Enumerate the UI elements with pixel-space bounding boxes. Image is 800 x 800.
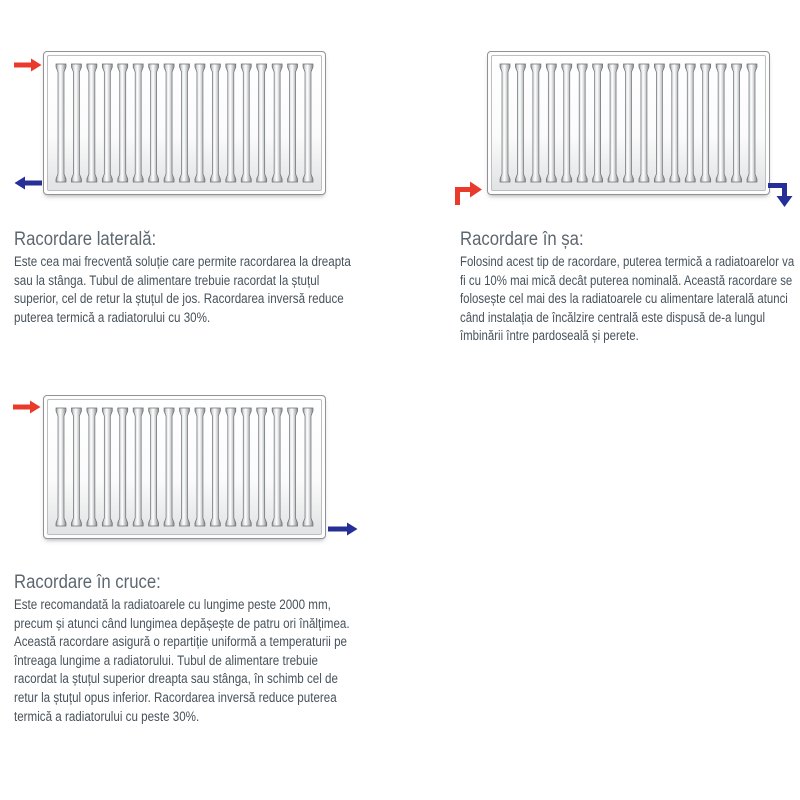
radiator-fin xyxy=(608,64,618,182)
return-arrow-shape xyxy=(15,177,43,190)
radiator-fin xyxy=(118,408,128,526)
radiator-fin xyxy=(149,64,159,182)
radiator xyxy=(43,51,326,195)
supply-arrow-icon xyxy=(13,400,41,414)
radiator-fin xyxy=(624,64,634,182)
return-bent-arrow-icon xyxy=(768,181,796,207)
radiator-fin xyxy=(133,64,143,182)
radiator-fin xyxy=(288,64,298,182)
radiator-fin xyxy=(180,408,190,526)
return-arrow-shape xyxy=(768,183,793,207)
radiator-fin xyxy=(288,408,298,526)
radiator-fin xyxy=(102,408,112,526)
radiator-fin xyxy=(577,64,587,182)
radiator xyxy=(43,395,326,539)
section-body: Este recomandată la radiatoarele cu lungime peste 2000 mm, precum și atunci când lungimea depășește de patru ori înălțimea. Această racordare asigură o repartiție uniformă a temperaturii pe întreaga lungime a radiatorului. Tubul de alimentare trebuie racordat la ștuțul superior dreapta sau stânga, în schimb cel de retur la ștuțul opus inferior. Racordarea inversă reduce puterea termică a radiatorului cu peste 30%. xyxy=(14,597,350,724)
radiator-fin xyxy=(531,64,541,182)
radiator-fin xyxy=(87,408,97,526)
radiator-fin xyxy=(180,64,190,182)
radiator-fin xyxy=(164,408,174,526)
radiator-fin xyxy=(210,64,220,182)
radiator-fin xyxy=(654,64,664,182)
radiator-fin xyxy=(226,64,236,182)
section-title: Racordare în cruce: xyxy=(14,572,161,593)
radiator-fin xyxy=(56,408,66,526)
return-arrow-shape xyxy=(328,523,358,536)
radiator-fin xyxy=(515,64,525,182)
radiator-fin xyxy=(164,64,174,182)
radiator-fin xyxy=(118,64,128,182)
radiator-fin xyxy=(546,64,556,182)
radiator-fin xyxy=(241,64,251,182)
return-arrow-icon xyxy=(14,176,42,190)
radiator-fin xyxy=(56,64,66,182)
supply-arrow-shape xyxy=(13,401,41,414)
supply-arrow-icon xyxy=(14,58,42,72)
radiator-fin xyxy=(257,408,267,526)
section-title: Racordare în șa: xyxy=(460,229,584,250)
radiator-fin xyxy=(71,408,81,526)
radiator-fin xyxy=(226,408,236,526)
radiator-fin xyxy=(670,64,680,182)
radiator-fin xyxy=(685,64,695,182)
radiator-fin xyxy=(562,64,572,182)
return-arrow-icon xyxy=(328,522,358,536)
radiator-fin xyxy=(272,408,282,526)
radiator-fin xyxy=(87,64,97,182)
radiator-fin xyxy=(210,408,220,526)
radiator-fin xyxy=(500,64,510,182)
radiator-fins xyxy=(488,52,769,194)
radiator-fin xyxy=(303,408,313,526)
radiator xyxy=(487,51,770,195)
radiator-fin xyxy=(716,64,726,182)
radiator-fin xyxy=(195,64,205,182)
radiator-fin xyxy=(257,64,267,182)
radiator-fin xyxy=(149,408,159,526)
supply-arrow-shape xyxy=(14,59,42,72)
section-body: Este cea mai frecventă soluție care permite racordarea la dreapta sau la stânga. Tubul de alimentare trebuie racordat la ștuțul superior, cel de retur la ștuțul de jos. Racordarea inversă reduce puterea termică a radiatorului cu 30%. xyxy=(14,254,351,325)
supply-arrow-shape xyxy=(455,182,482,206)
radiator-fin xyxy=(195,408,205,526)
section-body: Folosind acest tip de racordare, puterea termică a radiatoarelor va fi cu 10% mai mică decât puterea nominală. Această racordare se folosește cel mai des la radiatoarele cu alimentare laterală atunci când instalația de încălzire centrală este dispusă de-a lungul îmbinării între pardoseală și perete. xyxy=(460,254,795,344)
radiator-fin xyxy=(747,64,757,182)
radiator-fin xyxy=(71,64,81,182)
radiator-fin xyxy=(241,408,251,526)
supply-bent-arrow-icon xyxy=(453,179,483,205)
radiator-fin xyxy=(593,64,603,182)
radiator-fins xyxy=(44,52,325,194)
radiator-fins xyxy=(44,396,325,538)
radiator-fin xyxy=(701,64,711,182)
section-title: Racordare laterală: xyxy=(14,229,157,250)
radiator-fin xyxy=(102,64,112,182)
radiator-fin xyxy=(732,64,742,182)
radiator-fin xyxy=(639,64,649,182)
radiator-fin xyxy=(303,64,313,182)
radiator-fin xyxy=(272,64,282,182)
radiator-fin xyxy=(133,408,143,526)
